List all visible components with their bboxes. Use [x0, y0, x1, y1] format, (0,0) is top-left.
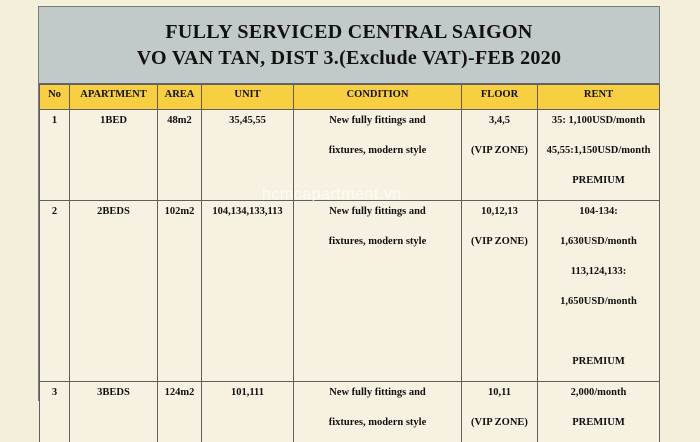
cell-unit	[202, 382, 294, 442]
cell-text: 48m2	[158, 110, 201, 140]
sheet-title	[39, 7, 659, 84]
header-condition: CONDITION	[294, 85, 462, 110]
header-floor: FLOOR	[462, 85, 538, 110]
cell-text: 2	[40, 201, 69, 231]
cell-text: 3BEDS	[70, 382, 157, 412]
cell-text: New fully fittings and	[294, 382, 461, 412]
cell-rent	[538, 110, 660, 201]
table-row	[40, 110, 660, 201]
header-no: No	[40, 85, 70, 110]
cell-text: fixtures, modern style	[294, 140, 461, 170]
title-line-2: VO VAN TAN, DIST 3.(Exclude VAT)-FEB 2020	[137, 45, 562, 71]
price-sheet	[38, 6, 660, 401]
cell-condition	[294, 110, 462, 201]
cell-no	[40, 382, 70, 442]
cell-area	[158, 110, 202, 201]
cell-text	[538, 321, 659, 351]
cell-text: 101,111	[202, 382, 293, 412]
cell-no	[40, 110, 70, 201]
table-row	[40, 382, 660, 442]
cell-unit	[202, 110, 294, 201]
cell-text: fixtures, modern style	[294, 412, 461, 442]
cell-text: PREMIUM	[538, 412, 659, 442]
cell-floor	[462, 382, 538, 442]
header-area: AREA	[158, 85, 202, 110]
cell-text: 45,55:1,150USD/month	[538, 140, 659, 170]
cell-area	[158, 382, 202, 442]
cell-condition	[294, 201, 462, 382]
cell-text: (VIP ZONE)	[462, 412, 537, 442]
watermark: hcmcapartment.vn	[262, 186, 402, 204]
cell-text: (VIP ZONE)	[462, 140, 537, 170]
cell-text: 1,650USD/month	[538, 291, 659, 321]
cell-text: 1BED	[70, 110, 157, 140]
cell-condition	[294, 382, 462, 442]
cell-apartment	[70, 110, 158, 201]
title-line-1: FULLY SERVICED CENTRAL SAIGON	[165, 19, 532, 45]
header-unit: UNIT	[202, 85, 294, 110]
cell-text: 35: 1,100USD/month	[538, 110, 659, 140]
cell-floor	[462, 201, 538, 382]
cell-unit	[202, 201, 294, 382]
cell-text: New fully fittings and	[294, 110, 461, 140]
cell-text: 2BEDS	[70, 201, 157, 231]
cell-text: 10,12,13	[462, 201, 537, 231]
cell-text: 35,45,55	[202, 110, 293, 140]
cell-floor	[462, 110, 538, 201]
cell-no	[40, 201, 70, 382]
cell-text: 104-134:	[538, 201, 659, 231]
header-row	[40, 85, 660, 110]
table-row	[40, 201, 660, 382]
cell-area	[158, 201, 202, 382]
cell-text: 3,4,5	[462, 110, 537, 140]
cell-text: 104,134,133,113	[202, 201, 293, 231]
cell-text: 124m2	[158, 382, 201, 412]
cell-text: 2,000/month	[538, 382, 659, 412]
cell-text: PREMIUM	[538, 351, 659, 381]
cell-text: 10,11	[462, 382, 537, 412]
header-apartment: APARTMENT	[70, 85, 158, 110]
cell-text: 1	[40, 110, 69, 140]
cell-rent	[538, 201, 660, 382]
cell-apartment	[70, 382, 158, 442]
cell-apartment	[70, 201, 158, 382]
cell-text: (VIP ZONE)	[462, 231, 537, 261]
apartment-table	[39, 84, 660, 442]
cell-text: fixtures, modern style	[294, 231, 461, 261]
cell-text: PREMIUM	[538, 170, 659, 200]
cell-text: New fully fittings and	[294, 201, 461, 231]
cell-text: 1,630USD/month	[538, 231, 659, 261]
cell-text: 102m2	[158, 201, 201, 231]
cell-rent	[538, 382, 660, 442]
cell-text: 113,124,133:	[538, 261, 659, 291]
cell-text: 3	[40, 382, 69, 412]
header-rent: RENT	[538, 85, 660, 110]
